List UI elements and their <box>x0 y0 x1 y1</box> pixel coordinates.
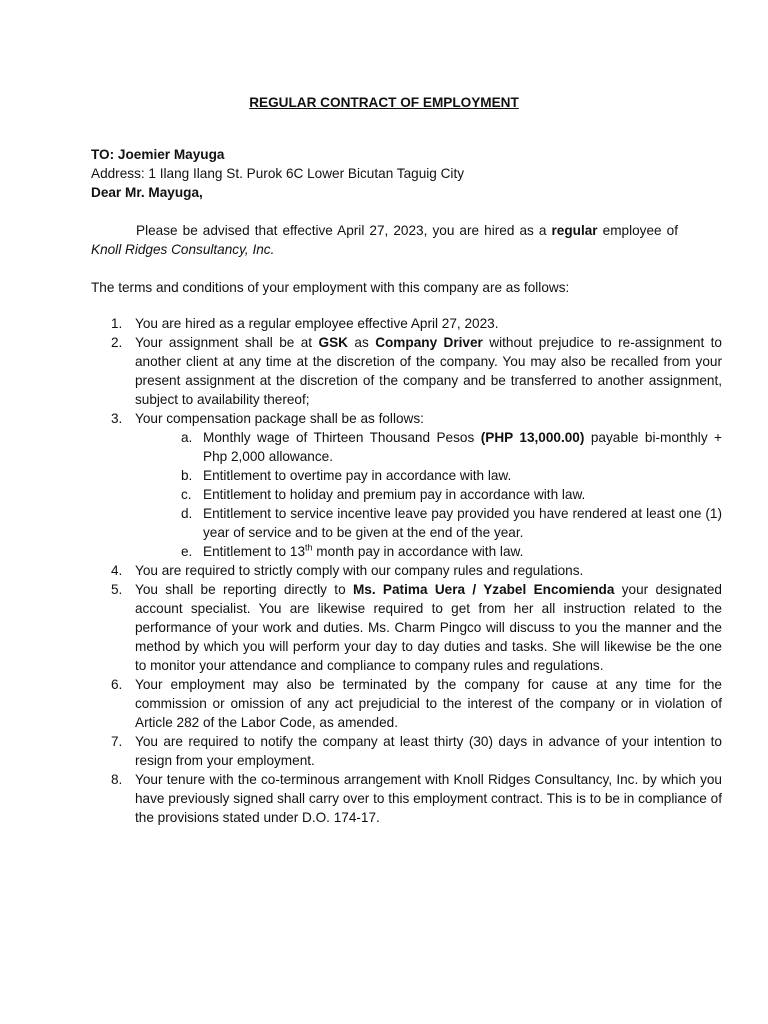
sub-letter: d. <box>181 506 193 521</box>
term-item <box>111 314 722 333</box>
sub-text: payable bi-monthly + Php 2,000 allowance. <box>203 430 722 464</box>
term-text: as <box>347 335 376 350</box>
compensation-item <box>181 485 722 504</box>
terms-intro: The terms and conditions of your employment with this company are as follows: <box>91 280 570 295</box>
intro-text-1: Please be advised that effective April 27, 2023, you are hired as a <box>136 223 552 238</box>
ordinal-suffix: th <box>305 542 313 553</box>
term-item <box>111 770 722 827</box>
term-text: You shall be reporting directly to <box>135 582 353 597</box>
term-item <box>111 675 722 732</box>
term-item <box>111 580 722 675</box>
intro-text-2: employee of <box>597 223 678 238</box>
compensation-list <box>135 428 722 561</box>
term-text: Your assignment shall be at <box>135 335 319 350</box>
terms-list <box>91 314 722 827</box>
term-item <box>111 409 722 561</box>
account-specialist-name: Ms. Patima Uera / Yzabel Encomienda <box>352 582 615 597</box>
intro-regular-bold: regular <box>551 223 598 238</box>
sub-text: Entitlement to service incentive leave pay provided you have rendered at least one (1) year of service and to be given at the end of the year. <box>203 506 722 540</box>
sub-letter: c. <box>181 487 192 502</box>
sub-text: month pay in accordance with law. <box>312 544 524 559</box>
sub-letter: e. <box>181 544 193 559</box>
term-text: without prejudice to re-assignment to another client at any time at the discretion of the company. You may also be recalled from your present assignment at the discretion of the company and be transferred to another assignment, subject to availability thereof; <box>135 335 722 407</box>
term-text: Your tenure with the co-terminous arrangement with Knoll Ridges Consultancy, Inc. by which you have previously signed shall carry over to this employment contract. This is to be in compliance of the provisions stated under D.O. 174-17. <box>135 772 722 825</box>
term-number: 1. <box>111 316 123 331</box>
term-text: You are required to notify the company at least thirty (30) days in advance of your intention to resign from your employment. <box>135 734 722 768</box>
assignment-client: GSK <box>318 335 348 350</box>
sub-letter: b. <box>181 468 193 483</box>
term-number: 8. <box>111 772 123 787</box>
term-number: 3. <box>111 411 123 426</box>
sub-text: Entitlement to 13 <box>203 544 306 559</box>
salutation: Dear Mr. Mayuga, <box>91 185 203 200</box>
compensation-item <box>181 542 722 561</box>
recipient-line: TO: Joemier Mayuga <box>91 147 225 162</box>
term-item <box>111 732 722 770</box>
term-text: Your compensation package shall be as follows: <box>135 411 424 426</box>
term-number: 6. <box>111 677 123 692</box>
sub-text: Entitlement to holiday and premium pay in accordance with law. <box>203 487 586 502</box>
assignment-position: Company Driver <box>375 335 483 350</box>
company-name: Knoll Ridges Consultancy, Inc. <box>91 242 275 257</box>
term-text: your designated account specialist. You are likewise required to get from her all instruction related to the performance of your work and duties. Ms. Charm Pingco will discuss to you the manner and the method by which you will perform your day to day duties and tasks. She will likewise be the one to monitor your attendance and compliance to company rules and regulations. <box>135 582 722 673</box>
term-item <box>111 333 722 409</box>
term-number: 5. <box>111 582 123 597</box>
term-text: You are required to strictly comply with our company rules and regulations. <box>135 563 584 578</box>
compensation-item <box>181 466 722 485</box>
compensation-item <box>181 504 722 542</box>
term-item <box>111 561 722 580</box>
term-number: 2. <box>111 335 123 350</box>
address-line: Address: 1 Ilang Ilang St. Purok 6C Lower Bicutan Taguig City <box>91 166 465 181</box>
sub-text: Entitlement to overtime pay in accordance with law. <box>203 468 512 483</box>
term-text: Your employment may also be terminated by the company for cause at any time for the commission or omission of any act prejudicial to the interest of the company or in violation of Article 282 of the Labor Code, as amended. <box>135 677 722 730</box>
term-number: 4. <box>111 563 123 578</box>
intro-paragraph <box>91 221 678 259</box>
term-text: You are hired as a regular employee effective April 27, 2023. <box>135 316 499 331</box>
sub-letter: a. <box>181 430 193 445</box>
term-number: 7. <box>111 734 123 749</box>
document-title: REGULAR CONTRACT OF EMPLOYMENT <box>249 95 519 110</box>
compensation-item <box>181 428 722 466</box>
wage-amount: (PHP 13,000.00) <box>480 430 585 445</box>
sub-text: Monthly wage of Thirteen Thousand Pesos <box>203 430 481 445</box>
